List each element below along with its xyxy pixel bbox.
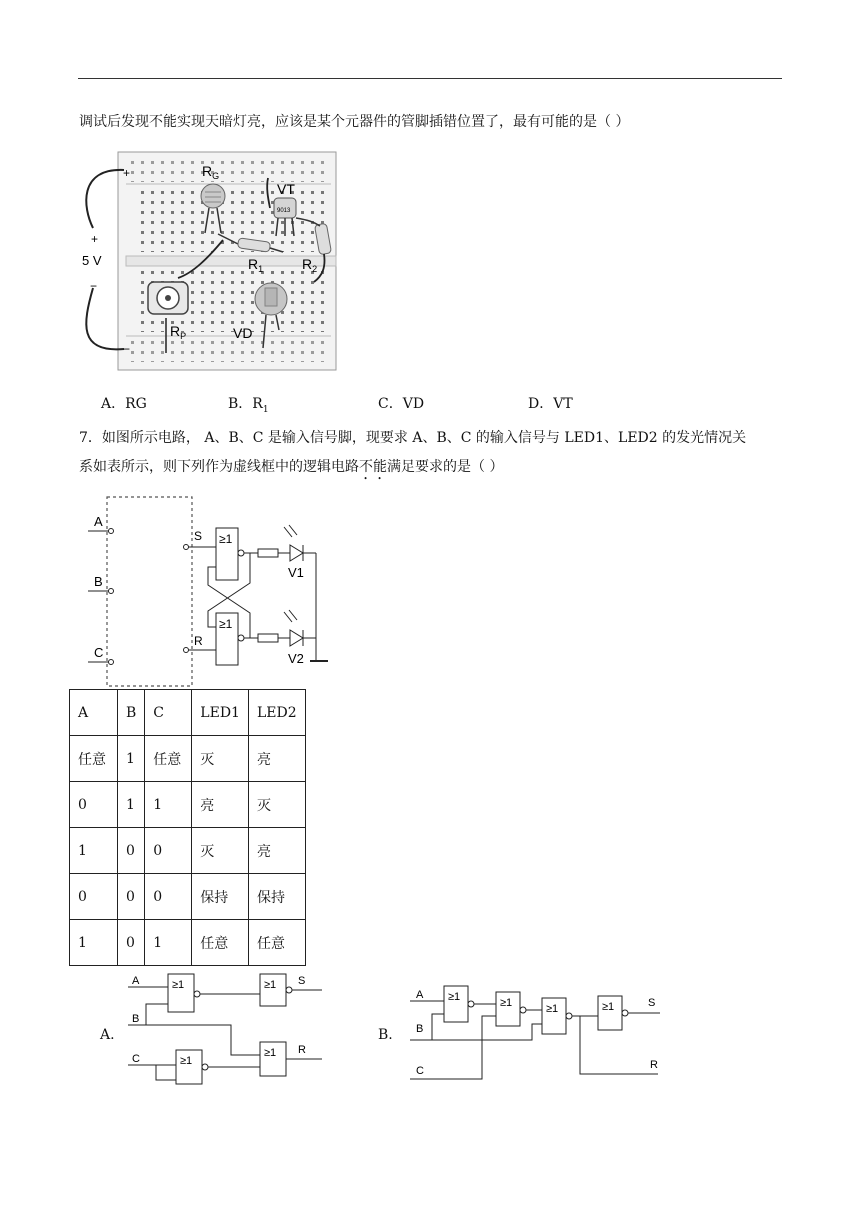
logic-dashed-box bbox=[107, 497, 192, 686]
table-cell: 保持 bbox=[192, 874, 249, 920]
rail-minus-label: − bbox=[123, 342, 131, 356]
svg-text:A: A bbox=[416, 989, 424, 1001]
potentiometer-rp bbox=[148, 282, 188, 314]
question6-stem: 调试后发现不能实现天暗灯亮，应该是某个元器件的管脚插错位置了，最有可能的是（ ） bbox=[79, 114, 630, 130]
r1-label: $R_1$ bbox=[248, 256, 264, 274]
table-cell: 任意 bbox=[192, 920, 249, 966]
v1-label: V1 bbox=[288, 565, 304, 580]
table-cell: 0 bbox=[118, 920, 145, 966]
question7-stem-line1: 7．如图所示电路， A、B、C 是输入信号脚，现要求 A、B、C 的输入信号与 LED1、LED2 的发光情况关 bbox=[79, 430, 747, 446]
svg-text:≥1: ≥1 bbox=[448, 991, 461, 1003]
svg-text:≥1: ≥1 bbox=[219, 617, 233, 631]
table-cell: 亮 bbox=[192, 782, 249, 828]
table-cell: 1 bbox=[145, 920, 192, 966]
table-cell: 亮 bbox=[248, 736, 305, 782]
table-cell: 0 bbox=[118, 874, 145, 920]
table-cell: 1 bbox=[118, 736, 145, 782]
svg-text:≥1: ≥1 bbox=[500, 997, 513, 1009]
input-a-label: A bbox=[94, 514, 103, 529]
table-cell: 1 bbox=[70, 920, 118, 966]
table-row bbox=[70, 828, 306, 874]
svg-text:B: B bbox=[416, 1023, 424, 1035]
table-cell: 0 bbox=[145, 874, 192, 920]
table-cell: 灭 bbox=[248, 782, 305, 828]
truth-table bbox=[69, 689, 306, 966]
supply-plus-label: + bbox=[91, 232, 99, 246]
table-header: A bbox=[70, 690, 118, 736]
table-row bbox=[70, 874, 306, 920]
input-b-label: B bbox=[94, 574, 103, 589]
table-row bbox=[70, 736, 306, 782]
svg-text:≥1: ≥1 bbox=[219, 532, 233, 546]
supply-minus-label: − bbox=[90, 279, 98, 293]
table-cell: 1 bbox=[118, 782, 145, 828]
r-label: R bbox=[194, 634, 203, 648]
option-b-letter[interactable]: B. bbox=[378, 1027, 393, 1043]
table-header-row bbox=[70, 690, 306, 736]
rp-label: $R_P$ bbox=[170, 323, 187, 341]
rg-label: $R_G$ bbox=[202, 163, 220, 181]
option-c[interactable]: C．VD bbox=[378, 396, 425, 412]
rs-latch-circuit bbox=[80, 495, 335, 690]
vt-code: 9013 bbox=[277, 208, 291, 214]
svg-text:≥1: ≥1 bbox=[264, 979, 277, 991]
svg-text:B: B bbox=[132, 1013, 140, 1025]
option-a-letter[interactable]: A. bbox=[100, 1027, 115, 1043]
question7-stem-line2: 系如表所示，则下列作为虚线框中的逻辑电路不能满足要求的是（ ） bbox=[79, 459, 504, 475]
svg-text:≥1: ≥1 bbox=[546, 1003, 559, 1015]
breadboard-figure bbox=[78, 148, 340, 374]
table-cell: 亮 bbox=[248, 828, 305, 874]
option-b-circuit[interactable] bbox=[408, 980, 664, 1085]
table-cell: 1 bbox=[70, 828, 118, 874]
s-label: S bbox=[194, 529, 203, 543]
table-cell: 0 bbox=[70, 874, 118, 920]
svg-text:C: C bbox=[132, 1053, 140, 1065]
option-a-circuit[interactable] bbox=[126, 970, 326, 1085]
table-header: B bbox=[118, 690, 145, 736]
svg-text:≥1: ≥1 bbox=[264, 1047, 277, 1059]
table-row bbox=[70, 920, 306, 966]
table-cell: 保持 bbox=[248, 874, 305, 920]
svg-text:C: C bbox=[416, 1065, 424, 1077]
table-cell: 0 bbox=[145, 828, 192, 874]
svg-text:S: S bbox=[648, 997, 656, 1009]
svg-text:A: A bbox=[132, 975, 140, 987]
svg-text:R: R bbox=[650, 1059, 658, 1071]
svg-text:S: S bbox=[298, 975, 306, 987]
svg-text:R: R bbox=[298, 1044, 306, 1056]
table-cell: 任意 bbox=[248, 920, 305, 966]
table-cell: 1 bbox=[145, 782, 192, 828]
input-c-label: C bbox=[94, 645, 104, 660]
rail-plus-label: + bbox=[123, 166, 131, 180]
table-cell: 0 bbox=[118, 828, 145, 874]
table-cell: 灭 bbox=[192, 828, 249, 874]
transistor-vt bbox=[274, 198, 296, 236]
table-header: LED1 bbox=[192, 690, 249, 736]
emphasis-not-able: 不能 bbox=[359, 459, 387, 475]
table-header: C bbox=[145, 690, 192, 736]
table-cell: 任意 bbox=[70, 736, 118, 782]
table-header: LED2 bbox=[248, 690, 305, 736]
option-a[interactable]: A．RG bbox=[101, 396, 147, 412]
table-cell: 任意 bbox=[145, 736, 192, 782]
option-b[interactable]: B．$R_1$ bbox=[228, 396, 269, 415]
svg-text:≥1: ≥1 bbox=[602, 1001, 615, 1013]
svg-text:≥1: ≥1 bbox=[180, 1055, 193, 1067]
table-cell: 灭 bbox=[192, 736, 249, 782]
table-row bbox=[70, 782, 306, 828]
r2-label: $R_2$ bbox=[302, 256, 318, 274]
vt-label: VT bbox=[277, 181, 295, 197]
supply-voltage-label: 5 V bbox=[82, 253, 102, 268]
svg-text:≥1: ≥1 bbox=[172, 979, 185, 991]
header-rule bbox=[78, 78, 782, 79]
v2-label: V2 bbox=[288, 651, 304, 666]
vd-label: VD bbox=[233, 325, 253, 341]
table-cell: 0 bbox=[70, 782, 118, 828]
option-d[interactable]: D．VT bbox=[528, 396, 573, 412]
